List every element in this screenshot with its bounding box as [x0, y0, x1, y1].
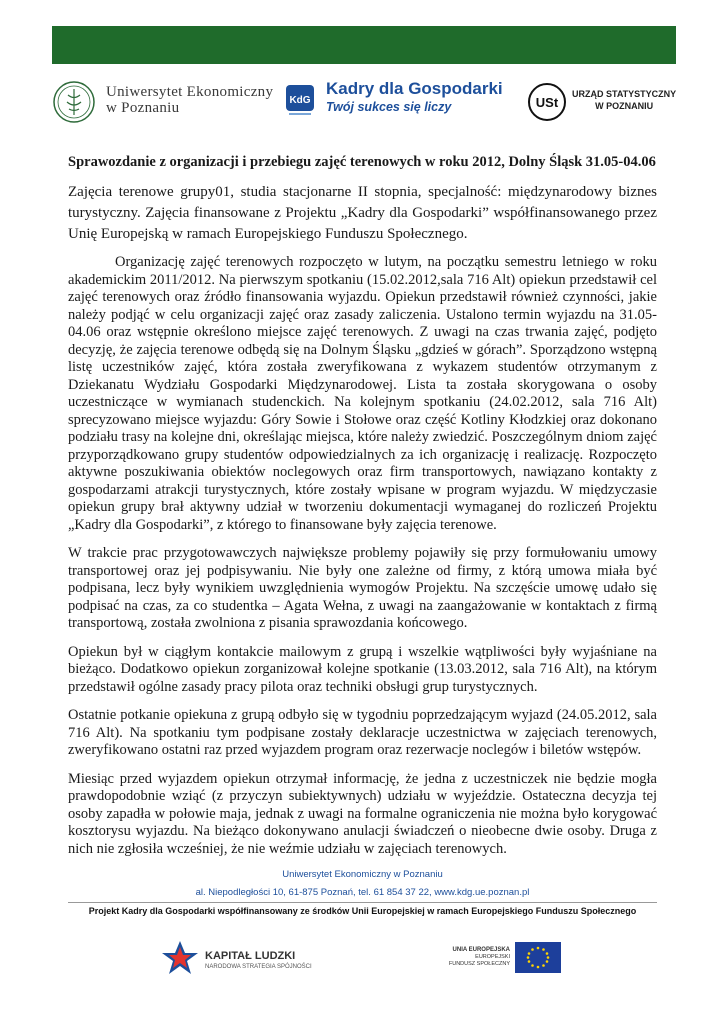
- footer-university: Uniwersytet Ekonomiczny w Poznaniu: [282, 869, 443, 880]
- header-logos: [52, 76, 676, 126]
- stat-office-line2: W POZNANIU: [595, 101, 654, 111]
- stat-office-logo-icon: [527, 82, 567, 122]
- stat-office-line1: URZĄD STATYSTYCZNY: [572, 89, 677, 99]
- kl-subtitle: NARODOWA STRATEGIA SPÓJNOŚCI: [205, 964, 312, 970]
- stat-logo-text: USt: [535, 95, 559, 110]
- university-emblem-icon: [52, 80, 96, 124]
- footer-address: al. Niepodległości 10, 61-875 Poznań, tel. 61 854 37 22, www.kdg.ue.poznan.pl: [195, 887, 530, 898]
- kdg-badge-text: KdG: [289, 95, 311, 106]
- document-body: [68, 152, 657, 869]
- university-name-line1: Uniwersytet Ekonomiczny: [106, 84, 274, 100]
- university-name-line2: w Poznaniu: [106, 100, 180, 116]
- kdg-badge-icon: [285, 84, 315, 118]
- kapital-ludzki-logo-icon: [155, 937, 205, 981]
- eu-line1: UNIA EUROPEJSKA: [452, 947, 510, 953]
- eu-fund-text: [430, 947, 510, 968]
- university-name: [106, 84, 273, 116]
- paragraph-2: W trakcie prac przygotowawczych największe problemy pojawiły się przy formułowaniu umowy transportowej oraz jej podpisywaniu. Nie były one zależne od firmy, z którą umowa miała być podpisana, lecz były wynikiem uwzględnienia wymogów Projektu. Na szczęście umowę udało się podpisać na czas, za co studentka – Agata Wełna, z uwagi na zaangażowanie w kontaktach z firmą transportową, została zwolniona z pisania sprawozdania końcowego.: [68, 545, 657, 631]
- document-intro: Zajęcia terenowe grupy01, studia stacjonarne II stopnia, specjalność: międzynarodowy biznes turystyczny. Zajęcia finansowane z Projektu „Kadry dla Gospodarki” współfinansowanego przez Unię Europejską w ramach Europejskiego Funduszu Społecznego.: [68, 184, 657, 242]
- document-title: Sprawozdanie z organizacji i przebiegu zajęć terenowych w roku 2012, Dolny Śląsk 31.05-04.06: [68, 154, 656, 170]
- kl-title: KAPITAŁ LUDZKI: [205, 950, 296, 962]
- paragraph-5: Miesiąc przed wyjazdem opiekun otrzymał informację, że jedna z uczestniczek nie będzie mogła prawdopodobnie wziąć (z przyczyn subiektywnych) udziału w wyjeździe. Ostateczna decyzja tej osoby zapadła w połowie maja, jednak z uwagi na formalne ograniczenia nie można było korygować kosztorysu wyjazdu. Na bieżąco dokonywano anulacji świadczeń o nieobecne dwie osoby. Druga z nich nie zgłosiła wcześniej, że nie weźmie udziału w zajęciach terenowych.: [68, 770, 657, 857]
- project-title: Kadry dla Gospodarki: [326, 79, 503, 98]
- paragraph-1: Organizację zajęć terenowych rozpoczęto w lutym, na początku semestru letniego w roku akademickim 2011/2012. Na pierwszym spotkaniu (15.02.2012,sala 716 Alt) opiekun przedstawił cel zajęć terenowych oraz źródło finansowania wyjazdu. Opiekun przedstawił również czynności, jakie należy podjąć w celu organizacji zajęć oraz zasady zaliczenia. Ustalono termin wyjazdu na 31.05-04.06 oraz wstępnie określono miejsce zajęć terenowych. Z uwagi na czas trwania zajęć, podjęto decyzję, że zajęcia terenowe odbędą się na Dolnym Śląsku „gdzieś w górach”. Sporządzono wstępną listę uczestników zajęć, która została zweryfikowana z wykazem studentów otrzymanym z Dziekanatu Wydziału Gospodarki Międzynarodowej. Lista ta została skorygowana o osoby uczestniczące w wymianach studenckich. Na kolejnym spotkaniu (24.02.2012, sala 716 Alt) sprecyzowano miejsce wyjazdu: Góry Sowie i Stołowe oraz część Kotliny Kłodzkiej oraz dokonano podziału trasy na kolejne dni, określając miejsca, które należy zwiedzić. Poszczególnym dniom zajęć przyporządkowano grupy studentów odpowiedzialnych za ich organizację i realizację. Rozpoczęto aktywne poszukiwania obiektów noclegowych oraz firm transportowych, nawiązano kontakty z gospodarzami atrakcji turystycznych, które zostały wpisane w program wyjazdu. W międzyczasie opiekun grupy brał aktywny udział w tworzeniu dokumentacji wymaganej do rozliczeń Projektu „Kadry dla Gospodarki”, z którego to finansowane były zajęcia terenowe.: [68, 254, 657, 533]
- eu-flag-icon: [515, 942, 561, 973]
- footer-divider: [68, 902, 657, 903]
- eu-line3: FUNDUSZ SPOŁECZNY: [448, 961, 510, 967]
- paragraph-3: Opiekun był w ciągłym kontakcie mailowym z grupą i wszelkie wątpliwości były wyjaśniane na bieżąco. Dodatkowo opiekun zorganizował kolejne spotkanie (13.03.2012, sala 716 Alt), na którym przedstawił ogólne zasady pracy pilota oraz techniki obsługi grup turystycznych.: [68, 643, 657, 695]
- header-green-bar: [52, 26, 676, 64]
- footer-project-note: Projekt Kadry dla Gospodarki współfinansowany ze środków Unii Europejskiej w ramach Europejskiego Funduszu Społecznego: [88, 906, 637, 916]
- project-slogan: Twój sukces się liczy: [326, 100, 452, 114]
- paragraph-4: Ostatnie potkanie opiekuna z grupą odbyło się w tygodniu poprzedzającym wyjazd (24.05.2012, sala 716 Alt). Na spotkaniu tym podpisane zostały deklaracje uczestnictwa w zajęciach terenowych, zweryfikowano ostatni raz przed wyjazdem program oraz rezerwacje noclegów i biletów wstępów.: [68, 707, 657, 758]
- stat-office-name: [572, 88, 676, 112]
- eu-line2: EUROPEJSKI: [475, 954, 510, 960]
